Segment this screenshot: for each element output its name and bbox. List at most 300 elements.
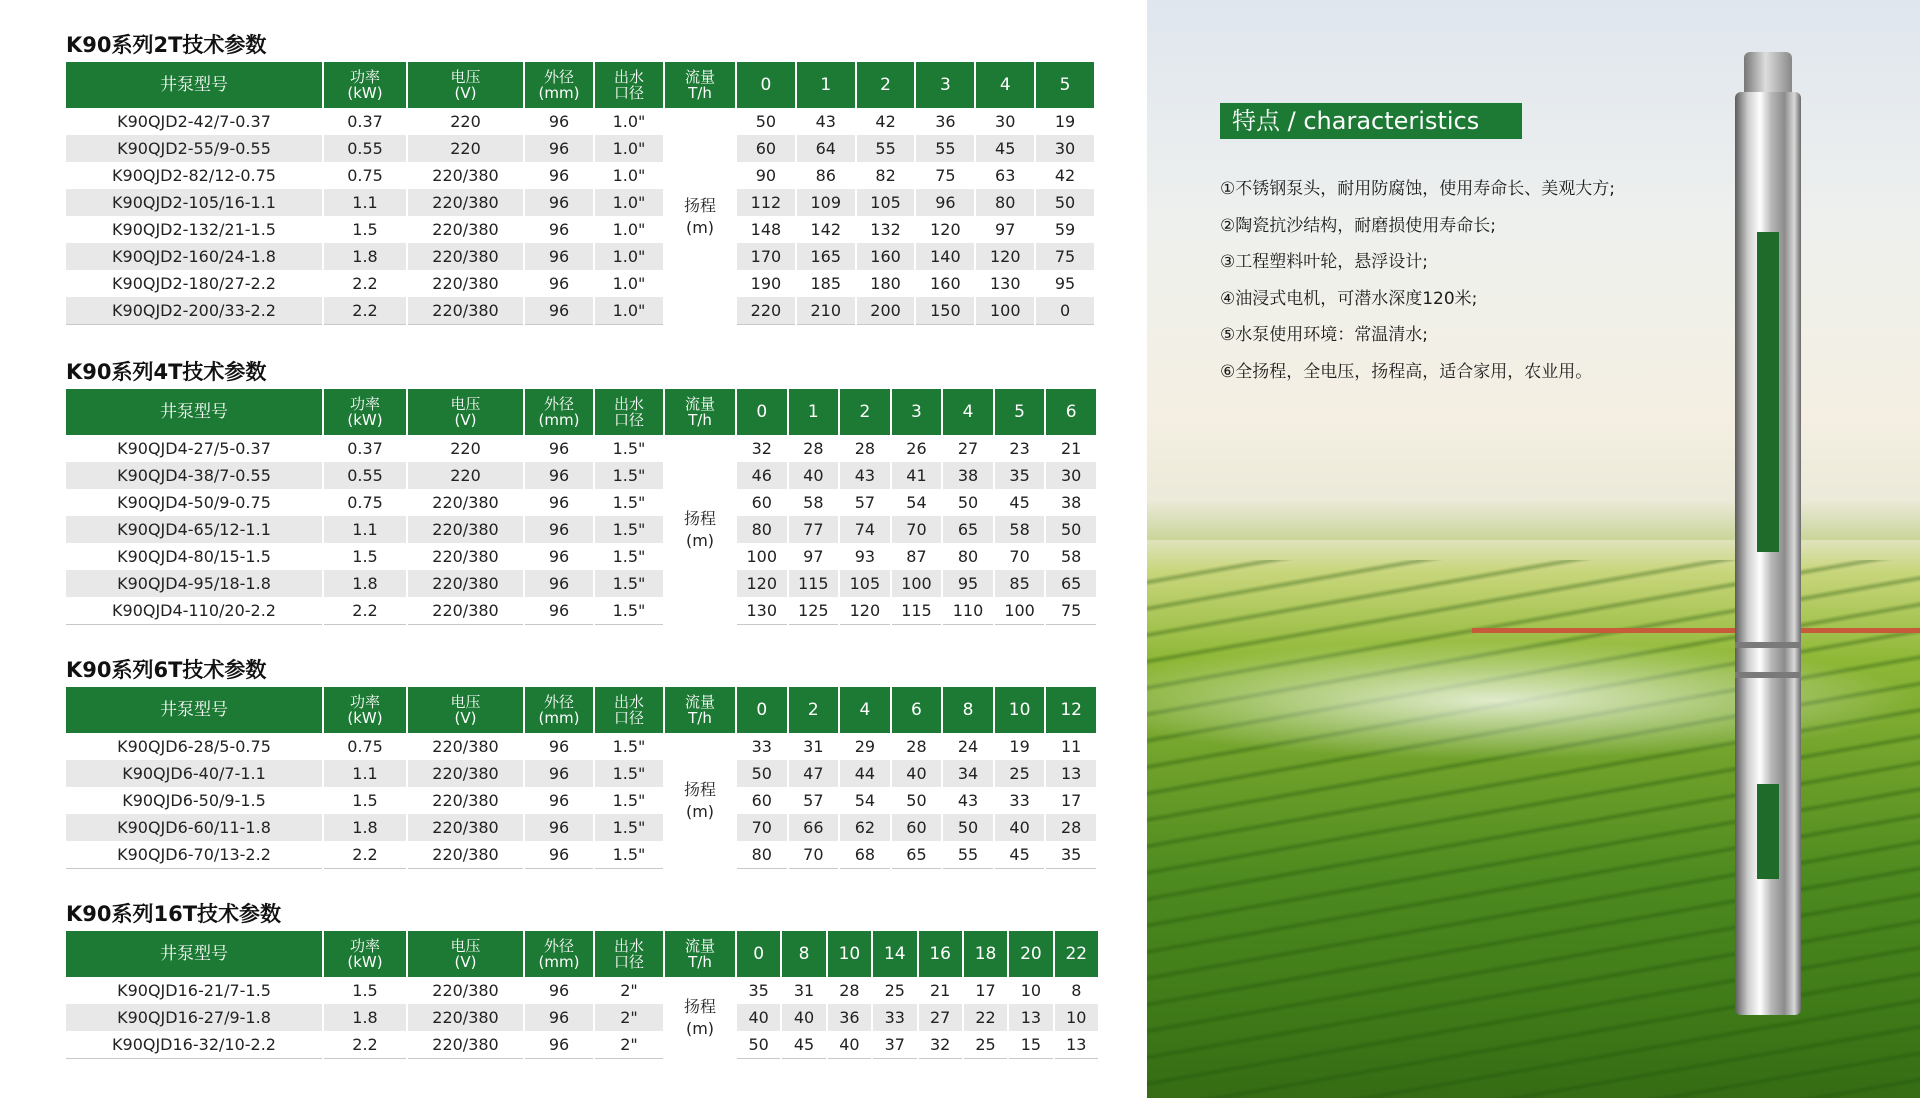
table-row [66,787,1096,814]
pump-label-lower [1757,784,1779,879]
column-header [595,62,663,108]
column-header [408,389,523,435]
header-text: (mm) [538,709,580,727]
power-cell: 0.75 [347,493,383,512]
head-value-cell: 29 [854,737,876,756]
spec-table [64,62,1096,325]
outlet-cell: 1.0" [612,274,646,293]
column-header [916,62,974,108]
header-text: 5 [1014,402,1025,422]
head-value-cell: 42 [1054,166,1076,185]
header-text: 井泵型号 [160,700,228,720]
head-label-cell [665,435,735,625]
diameter-cell: 96 [525,760,593,787]
head-value-cell: 35 [748,981,769,1000]
spec-table [64,687,1098,869]
head-value-cell: 220 [737,297,795,325]
head-value-cell: 75 [1036,243,1094,270]
table-row [66,733,1096,760]
column-header [789,389,839,435]
head-value-cell: 36 [935,112,956,131]
power-cell: 1.1 [324,189,406,216]
head-value-cell: 50 [737,760,787,787]
head-value-cell: 40 [737,1004,780,1031]
head-value-cell: 50 [755,112,777,131]
voltage-cell: 220/380 [408,189,523,216]
header-text: 外径 [543,68,574,86]
power-cell: 0.55 [324,462,406,489]
column-header [840,389,890,435]
column-header [66,687,322,733]
feature-item: ④油浸式电机，可潜水深度120米; [1220,288,1478,309]
column-header [857,62,915,108]
column-header [525,931,593,977]
diameter-cell: 96 [548,981,570,1000]
head-value-cell: 45 [1009,493,1030,512]
section-title: K90系列16T技术参数 [66,902,282,926]
header-text: 6 [1065,402,1077,422]
model-cell: K90QJD2-105/16-1.1 [66,189,322,216]
head-value-cell: 21 [930,981,951,1000]
column-header [665,687,735,733]
column-header [976,62,1034,108]
head-value-cell: 70 [1009,547,1030,566]
column-header [525,389,593,435]
header-text: 外径 [543,395,574,413]
outlet-cell: 1.0" [612,166,646,185]
power-cell: 2.2 [352,274,378,293]
head-value-cell: 41 [892,462,942,489]
diameter-cell: 96 [548,439,570,458]
head-value-cell: 54 [906,493,927,512]
diameter-cell: 96 [525,516,593,543]
power-cell: 1.5 [352,981,378,1000]
power-cell: 1.8 [324,1004,406,1031]
column-header [66,62,322,108]
column-header [919,931,962,977]
header-text: 口径 [613,411,644,429]
head-value-cell: 13 [1046,760,1096,787]
voltage-cell: 220/380 [408,841,523,869]
header-text: 12 [1060,700,1082,720]
head-value-cell: 24 [957,737,979,756]
column-header [595,931,663,977]
head-value-cell: 30 [1046,462,1096,489]
voltage-cell: 220/380 [432,493,499,512]
table-row [66,489,1096,516]
spec-section [66,28,1076,325]
column-header [1046,389,1096,435]
diameter-cell: 96 [548,220,570,239]
column-header [408,62,523,108]
voltage-cell: 220/380 [432,791,499,810]
header-text: 流量 [684,395,715,413]
table-header-row [66,687,1096,733]
head-value-cell: 42 [875,112,896,131]
column-header [995,389,1045,435]
column-header [737,62,795,108]
diameter-cell: 96 [548,547,570,566]
model-cell: K90QJD2-132/21-1.5 [112,220,276,239]
header-text: T/h [688,84,712,102]
spray-mist [1147,640,1920,760]
head-value-cell: 45 [995,841,1045,869]
voltage-cell: 220/380 [408,814,523,841]
header-text: 5 [1059,75,1071,95]
head-value-cell: 33 [873,1004,916,1031]
voltage-cell: 220/380 [432,274,499,293]
column-header [892,687,942,733]
head-value-cell: 148 [750,220,782,239]
head-value-cell: 19 [1009,737,1030,756]
diameter-cell: 96 [525,1004,593,1031]
header-text: (mm) [538,953,580,971]
head-value-cell: 26 [906,439,927,458]
table-header-row [66,389,1096,435]
table-row [66,1031,1098,1059]
column-header [665,931,735,977]
table-row [66,189,1094,216]
column-header [1009,931,1052,977]
voltage-cell: 220 [450,112,481,131]
diameter-cell: 96 [525,570,593,597]
header-text: 20 [1020,944,1042,964]
head-value-cell: 55 [943,841,993,869]
diameter-cell: 96 [525,841,593,869]
feature-item: ②陶瓷抗沙结构，耐磨损使用寿命长; [1220,215,1496,236]
head-value-cell: 57 [854,493,876,512]
diameter-cell: 96 [525,243,593,270]
header-text: 0 [760,75,772,95]
table-row [66,1004,1098,1031]
outlet-cell: 1.5" [595,570,663,597]
header-text: (V) [454,953,477,971]
head-value-cell: 105 [840,570,890,597]
header-text: 16 [929,944,951,964]
voltage-cell: 220/380 [432,220,499,239]
table-row [66,977,1098,1004]
header-text: 0 [756,700,768,720]
column-header [665,62,735,108]
spec-section [66,897,1088,1059]
header-text: 流量 [684,937,715,955]
head-value-cell: 60 [751,791,772,810]
voltage-cell: 220/380 [408,297,523,325]
column-header [964,931,1007,977]
head-value-cell: 23 [1009,439,1030,458]
head-label: 扬程 [683,997,716,1016]
header-text: 功率 [349,937,380,955]
head-value-cell: 65 [1046,570,1096,597]
head-value-cell: 31 [803,737,824,756]
head-value-cell: 60 [892,814,942,841]
header-text: 1 [820,75,832,95]
head-value-cell: 142 [810,220,842,239]
voltage-cell: 220/380 [408,1004,523,1031]
head-value-cell: 100 [746,547,778,566]
table-row [66,297,1094,325]
head-value-cell: 112 [737,189,795,216]
head-value-cell: 109 [797,189,855,216]
head-value-cell: 17 [975,981,996,1000]
header-text: (mm) [538,411,580,429]
section-title: K90系列6T技术参数 [66,658,267,682]
column-header [324,389,406,435]
column-header [66,389,322,435]
header-text: 流量 [684,68,715,86]
head-value-cell: 66 [789,814,839,841]
column-header [943,389,993,435]
power-cell: 1.8 [324,814,406,841]
table-row [66,597,1096,625]
feature-item: ③工程塑料叶轮，悬浮设计; [1220,252,1428,272]
column-header [324,62,406,108]
header-text: 外径 [543,937,574,955]
table-row [66,543,1096,570]
voltage-cell: 220/380 [408,570,523,597]
voltage-cell: 220/380 [408,243,523,270]
voltage-cell: 220/380 [432,737,499,756]
head-value-cell: 33 [751,737,772,756]
head-value-cell: 50 [957,493,979,512]
head-value-cell: 47 [789,760,839,787]
column-header [408,931,523,977]
head-value-cell: 170 [737,243,795,270]
column-header [995,687,1045,733]
voltage-cell: 220/380 [432,981,499,1000]
header-text: 4 [999,75,1011,95]
column-header [737,931,780,977]
model-cell: K90QJD16-32/10-2.2 [66,1031,322,1059]
head-value-cell: 13 [1055,1031,1098,1059]
head-value-cell: 132 [870,220,901,239]
model-cell: K90QJD6-60/11-1.8 [66,814,322,841]
head-value-cell: 32 [919,1031,962,1059]
head-value-cell: 38 [1060,493,1082,512]
head-value-cell: 70 [892,516,942,543]
header-text: 出水 [613,68,644,86]
model-cell: K90QJD6-28/5-0.75 [117,737,271,756]
head-value-cell: 59 [1054,220,1076,239]
head-value-cell: 100 [995,597,1045,625]
diameter-cell: 96 [525,597,593,625]
header-text: 6 [911,700,922,720]
power-cell: 1.5 [352,220,378,239]
field-photo [1147,0,1920,1098]
head-value-cell: 54 [854,791,876,810]
head-value-cell: 97 [995,220,1016,239]
head-unit: (m) [685,217,715,237]
model-cell: K90QJD4-27/5-0.37 [117,439,271,458]
head-value-cell: 50 [737,1031,780,1059]
outlet-cell: 1.5" [595,814,663,841]
model-cell: K90QJD2-160/24-1.8 [66,243,322,270]
diameter-cell: 96 [525,135,593,162]
head-value-cell: 57 [803,791,824,810]
section-title: K90系列2T技术参数 [66,33,267,57]
header-text: 电压 [450,693,481,711]
head-value-cell: 82 [875,166,896,185]
feature-item: ⑥全扬程，全电压，扬程高，适合家用，农业用。 [1220,361,1593,382]
header-text: 井泵型号 [160,402,228,422]
header-text: 口径 [613,709,644,727]
column-header [873,931,916,977]
head-value-cell: 40 [828,1031,871,1059]
power-cell: 2.2 [324,841,406,869]
head-value-cell: 8 [1071,981,1082,1000]
header-text: (V) [454,84,477,102]
power-cell: 0.75 [347,737,383,756]
head-value-cell: 63 [995,166,1016,185]
head-value-cell: 15 [1009,1031,1052,1059]
column-header [828,931,871,977]
head-value-cell: 28 [1046,814,1096,841]
column-header [737,687,787,733]
power-cell: 1.1 [324,760,406,787]
head-label: 扬程 [683,509,716,528]
header-text: 口径 [613,84,644,102]
power-cell: 1.8 [324,570,406,597]
head-value-cell: 96 [916,189,974,216]
head-value-cell: 0 [1036,297,1094,325]
head-value-cell: 80 [976,189,1034,216]
column-header [943,687,993,733]
head-value-cell: 22 [964,1004,1007,1031]
head-value-cell: 19 [1054,112,1076,131]
head-value-cell: 74 [840,516,890,543]
head-value-cell: 100 [976,297,1034,325]
head-value-cell: 31 [793,981,815,1000]
head-value-cell: 70 [737,814,787,841]
header-text: 口径 [613,953,644,971]
model-cell: K90QJD6-70/13-2.2 [66,841,322,869]
voltage-cell: 220 [408,462,523,489]
diameter-cell: 96 [548,112,570,131]
head-value-cell: 37 [873,1031,916,1059]
table-row [66,135,1094,162]
diameter-cell: 96 [525,189,593,216]
pump-ring [1735,672,1801,678]
header-text: 电压 [450,395,481,413]
head-value-cell: 130 [737,597,787,625]
table-row [66,841,1096,869]
head-value-cell: 100 [892,570,942,597]
outlet-cell: 2" [595,1004,663,1031]
power-cell: 1.8 [324,243,406,270]
pump-ring [1735,642,1801,648]
head-value-cell: 130 [989,274,1021,293]
head-value-cell: 120 [976,243,1034,270]
voltage-cell: 220 [450,439,481,458]
voltage-cell: 220/380 [408,516,523,543]
head-label: 扬程 [683,195,716,215]
model-cell: K90QJD4-95/18-1.8 [66,570,322,597]
header-text: 8 [962,700,974,720]
spec-table [64,389,1098,625]
pump-cap [1744,52,1792,96]
head-value-cell: 75 [1046,597,1096,625]
head-value-cell: 110 [943,597,993,625]
head-value-cell: 85 [995,570,1045,597]
head-value-cell: 45 [782,1031,825,1059]
power-cell: 1.5 [352,791,378,810]
spec-section [66,653,1082,869]
outlet-cell: 1.5" [595,760,663,787]
head-value-cell: 25 [995,760,1045,787]
head-label-cell [665,977,735,1059]
head-value-cell: 58 [803,493,824,512]
header-text: (mm) [538,84,580,102]
outlet-cell: 1.5" [595,597,663,625]
model-cell: K90QJD16-27/9-1.8 [66,1004,322,1031]
header-text: 2 [880,75,891,95]
outlet-cell: 1.0" [595,135,663,162]
table-row [66,760,1096,787]
header-text: 3 [939,75,951,95]
head-value-cell: 25 [964,1031,1007,1059]
head-value-cell: 90 [755,166,777,185]
feature-item: ①不锈钢泵头，耐用防腐蚀，使用寿命长、美观大方; [1220,179,1615,199]
head-value-cell: 120 [840,597,890,625]
power-cell: 0.37 [347,439,383,458]
head-unit: (m) [685,531,715,550]
header-text: 14 [883,944,906,964]
head-value-cell: 62 [840,814,890,841]
head-value-cell: 68 [840,841,890,869]
header-text: (kW) [347,709,383,727]
features-title: 特点 / characteristics [1220,103,1522,139]
features-list [1220,171,1700,390]
head-value-cell: 40 [892,760,942,787]
head-value-cell: 50 [906,791,927,810]
head-value-cell: 13 [1009,1004,1052,1031]
header-text: 流量 [684,693,715,711]
outlet-cell: 2" [595,1031,663,1059]
head-value-cell: 86 [815,166,836,185]
head-value-cell: 64 [797,135,855,162]
head-value-cell: 17 [1060,791,1082,810]
voltage-cell: 220 [408,135,523,162]
head-value-cell: 40 [995,814,1045,841]
head-value-cell: 43 [815,112,836,131]
column-header [66,931,322,977]
head-value-cell: 55 [857,135,915,162]
model-cell: K90QJD6-50/9-1.5 [122,791,266,810]
head-value-cell: 80 [957,547,979,566]
column-header [840,687,890,733]
voltage-cell: 220/380 [432,166,499,185]
head-value-cell: 105 [857,189,915,216]
table-row [66,270,1094,297]
head-value-cell: 115 [892,597,942,625]
head-value-cell: 28 [839,981,860,1000]
head-value-cell: 27 [919,1004,962,1031]
model-cell: K90QJD2-200/33-2.2 [66,297,322,325]
head-value-cell: 28 [803,439,824,458]
head-value-cell: 50 [943,814,993,841]
header-text: 出水 [613,395,644,413]
model-cell: K90QJD4-65/12-1.1 [66,516,322,543]
head-value-cell: 21 [1060,439,1082,458]
head-value-cell: 95 [1054,274,1076,293]
column-header [1046,687,1096,733]
model-cell: K90QJD2-82/12-0.75 [112,166,276,185]
outlet-cell: 1.5" [612,439,646,458]
header-text: (kW) [347,411,383,429]
pump-label-upper [1757,232,1779,432]
pump-image [1735,52,1801,1015]
head-value-cell: 28 [906,737,927,756]
